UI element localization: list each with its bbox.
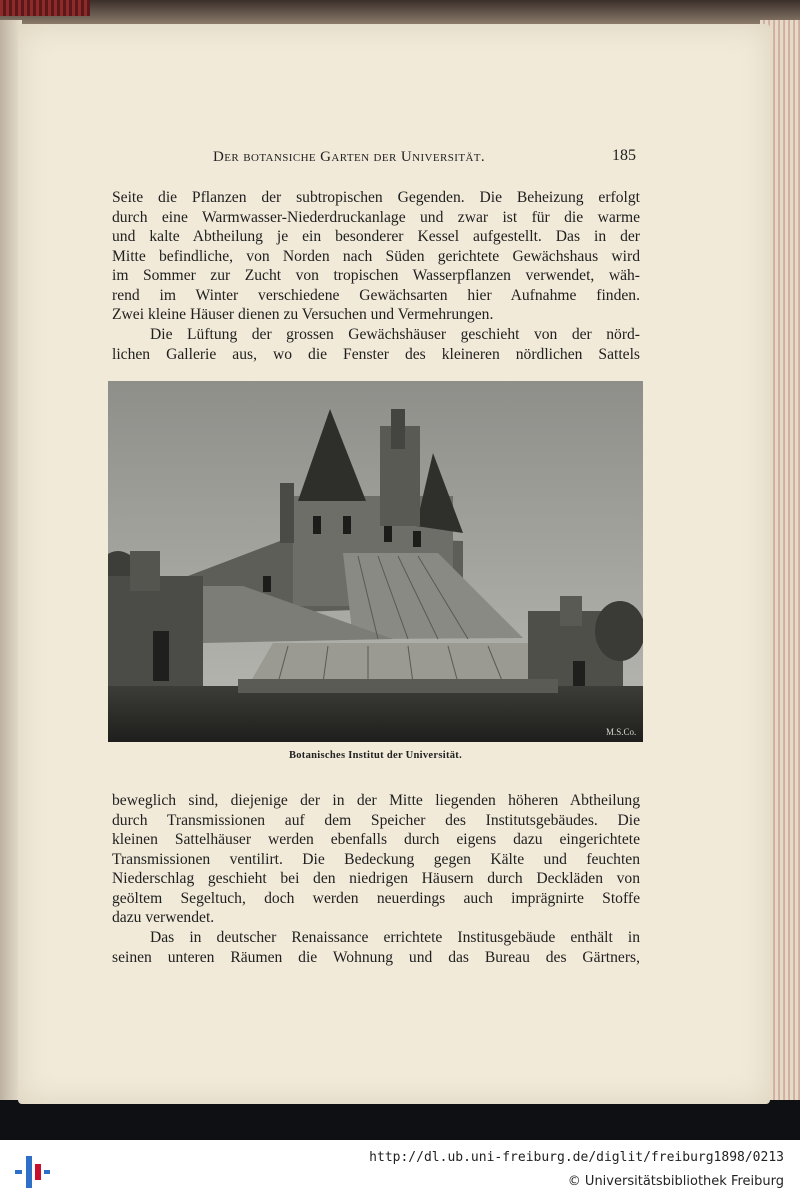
page-number: 185 (612, 147, 636, 164)
text-line: kleinen Sattelhäuser werden ebenfalls durch eigens dazu eingerichtete (112, 831, 640, 848)
text-line: Niederschlag geschieht bei den niedrigen Häusern durch Deckläden von (112, 870, 640, 887)
text-line: Zwei kleine Häuser dienen zu Versuchen und Vermehrungen. (112, 306, 494, 323)
text-line: seinen unteren Räumen die Wohnung und das Bureau des Gärtners, (112, 948, 640, 966)
text-line: Seite die Pflanzen der subtropischen Gegenden. Die Beheizung erfolgt (112, 189, 640, 206)
running-head: Der botansiche Garten der Universität. (213, 149, 486, 165)
paragraph-4 (112, 928, 640, 967)
paragraph-1 (112, 188, 640, 325)
text-line: und kalte Abtheilung je ein besonderer Kessel aufgestellt. Das in der (112, 228, 640, 245)
source-url-link[interactable]: http://dl.ub.uni-freiburg.de/diglit/freiburg1898/0213 (369, 1150, 784, 1165)
photo-illustration (108, 381, 643, 742)
text-line: beweglich sind, diejenige der in der Mitte liegenden höheren Abtheilung (112, 792, 640, 809)
ub-freiburg-logo-icon (12, 1150, 52, 1190)
text-line: geöltem Segeltuch, doch werden neuerdings auch imprägnirte Stoffe (112, 889, 640, 907)
text-line: im Sommer zur Zucht von tropischen Wasserpflanzen verwendet, wäh- (112, 267, 640, 284)
text-line: durch Transmissionen auf dem Speicher des Institutsgebäudes. Die (112, 811, 640, 829)
figure-caption: Botanisches Institut der Universität. (288, 750, 463, 761)
text-line: Das in deutscher Renaissance errichtete Institusgebäude enthält in (150, 929, 640, 946)
text-line: rend im Winter verschiedene Gewächsarten hier Aufnahme finden. (112, 286, 640, 304)
text-line: dazu verwendet. (112, 909, 215, 926)
text-line: Mitte befindliche, von Norden nach Süden gerichtete Gewächshaus wird (112, 247, 640, 265)
paragraph-2 (112, 325, 640, 364)
photo-signature: M.S.Co. (606, 727, 637, 737)
text-line: lichen Gallerie aus, wo die Fenster des kleineren nördlichen Sattels (112, 345, 640, 363)
book-top-edge (0, 0, 800, 24)
text-line: durch eine Warmwasser-Niederdruckanlage und zwar ist für die warme (112, 208, 640, 226)
scan-bottom-background (0, 1100, 800, 1140)
paragraph-3 (112, 791, 640, 928)
text-line: Die Lüftung der grossen Gewächshäuser geschieht von der nörd- (150, 326, 640, 343)
text-line: Transmissionen ventilirt. Die Bedeckung gegen Kälte und feuchten (112, 850, 640, 868)
bookmark-ribbon (0, 0, 90, 16)
viewer-footer (0, 1140, 800, 1199)
copyright-notice: © Universitätsbibliothek Freiburg (567, 1174, 784, 1189)
building-photograph (108, 381, 643, 742)
